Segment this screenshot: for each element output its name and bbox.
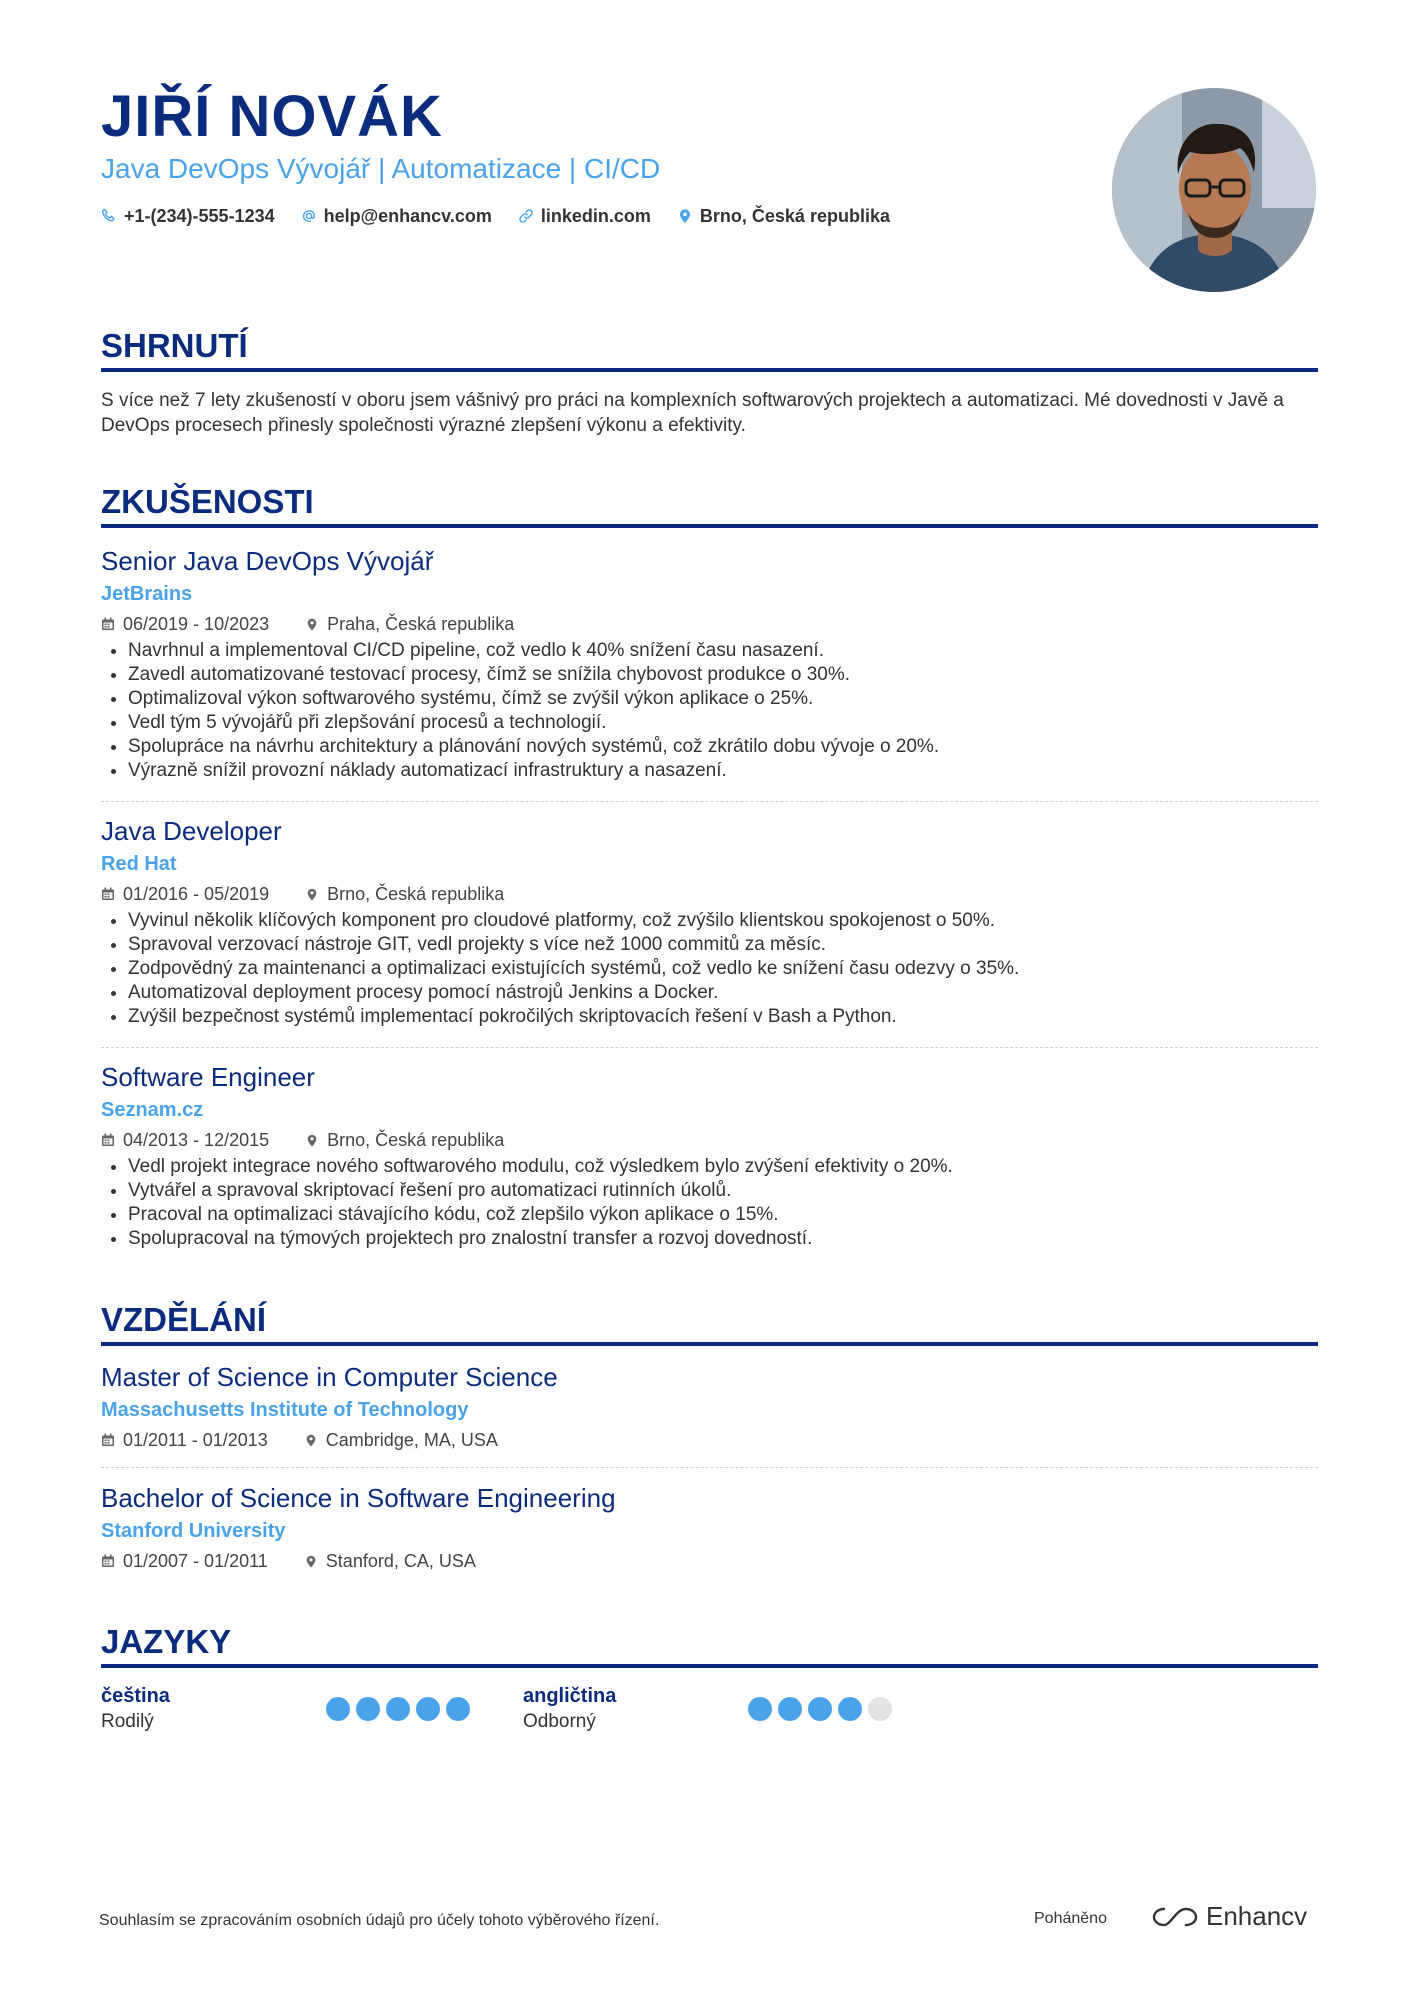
job-title: Senior Java DevOps Vývojář	[101, 546, 434, 576]
language-item	[101, 1683, 501, 1735]
calendar-icon	[101, 887, 115, 901]
divider	[101, 801, 1318, 802]
experience-item	[101, 814, 1318, 1029]
education-item	[101, 1360, 1318, 1453]
rating-dot-filled	[326, 1697, 350, 1721]
rating-dot-filled	[416, 1697, 440, 1721]
job-location: Brno, Česká republika	[327, 1130, 505, 1150]
job-meta	[101, 1127, 1318, 1153]
job-dates: 06/2019 - 10/2023	[123, 614, 270, 634]
enhancv-logo-icon	[1152, 1905, 1198, 1929]
link-icon	[518, 208, 534, 224]
contact-location	[677, 203, 890, 229]
calendar-icon	[101, 1133, 115, 1147]
calendar-icon	[101, 1433, 115, 1447]
bullet-item: • Výrazně snížil provozní náklady automatizací infrastruktury a nasazení.	[128, 759, 1318, 783]
education-item	[101, 1481, 1318, 1574]
rating-dot-filled	[386, 1697, 410, 1721]
rating-dot-filled	[838, 1697, 862, 1721]
job-bullets	[101, 909, 1318, 1029]
bullet-item: • Navrhnul a implementoval CI/CD pipeline, což vedlo k 40% snížení času nasazení.	[128, 639, 1318, 663]
languages-heading: JAZYKY	[101, 1622, 1318, 1668]
summary-text: S více než 7 lety zkušeností v oboru jsem vášnivý pro práci na komplexních softwarových projektech a automatizaci. Mé dovednosti v Javě a DevOps procesech přinesly společnosti výrazné zlepšení výkonu a efektivity.	[101, 390, 1284, 436]
divider	[101, 1467, 1318, 1468]
at-icon	[301, 208, 317, 224]
language-name: čeština	[101, 1685, 170, 1707]
education-location: Cambridge, MA, USA	[325, 1430, 498, 1450]
map-pin-icon	[305, 887, 319, 901]
bullet-item: • Zavedl automatizované testovací procesy, čímž se snížila chybovost produkce o 30%.	[128, 663, 1318, 687]
rating-dot-filled	[748, 1697, 772, 1721]
email-text: help@enhancv.com	[323, 206, 492, 226]
bullet-item: • Zvýšil bezpečnost systémů implementací pokročilých skriptovacích řešení v Bash a Python.	[128, 1005, 1318, 1029]
job-location: Brno, Česká republika	[327, 884, 505, 904]
bullet-item: • Automatizoval deployment procesy pomocí nástrojů Jenkins a Docker.	[128, 981, 1318, 1005]
company-name: Red Hat	[101, 853, 177, 875]
job-location: Praha, Česká republika	[327, 614, 515, 634]
contact-phone[interactable]	[101, 203, 275, 229]
bullet-item: • Optimalizoval výkon softwarového systému, čímž se zvýšil výkon aplikace o 25%.	[128, 687, 1318, 711]
candidate-title: Java DevOps Vývojář | Automatizace | CI/CD	[101, 153, 661, 184]
experience-item	[101, 544, 1318, 783]
education-meta	[101, 1548, 1318, 1574]
rating-dot-filled	[808, 1697, 832, 1721]
language-item	[523, 1683, 923, 1735]
bullet-item: • Vytvářel a spravoval skriptovací řešení pro automatizaci rutinních úkolů.	[128, 1179, 1318, 1203]
candidate-name: JIŘÍ NOVÁK	[101, 84, 443, 149]
contact-email[interactable]	[301, 203, 492, 229]
calendar-icon	[101, 617, 115, 631]
rating-dot-filled	[778, 1697, 802, 1721]
school-name: Stanford University	[101, 1520, 286, 1542]
rating-dot-filled	[446, 1697, 470, 1721]
map-pin-icon	[677, 208, 693, 224]
location-text: Brno, Česká republika	[699, 206, 890, 226]
avatar	[1112, 88, 1316, 292]
job-title: Software Engineer	[101, 1062, 315, 1092]
divider	[101, 1047, 1318, 1048]
education-dates: 01/2011 - 01/2013	[123, 1430, 268, 1450]
summary-heading: SHRNUTÍ	[101, 326, 1318, 372]
language-level: Rodilý	[101, 1711, 154, 1732]
company-name: JetBrains	[101, 583, 193, 605]
degree-title: Bachelor of Science in Software Engineering	[101, 1483, 616, 1513]
education-meta	[101, 1427, 1318, 1453]
consent-note: Souhlasím se zpracováním osobních údajů pro účely tohoto výběrového řízení.	[99, 1912, 660, 1929]
bullet-item: • Vyvinul několik klíčových komponent pro cloudové platformy, což zvýšilo klientskou spokojenost o 50%.	[128, 909, 1318, 933]
company-name: Seznam.cz	[101, 1099, 204, 1121]
language-name: angličtina	[523, 1685, 617, 1707]
map-pin-icon	[305, 617, 319, 631]
brand-name: Enhancv	[1206, 1901, 1308, 1931]
education-dates: 01/2007 - 01/2011	[123, 1551, 268, 1571]
job-bullets	[101, 1155, 1318, 1251]
language-level: Odborný	[523, 1711, 596, 1732]
degree-title: Master of Science in Computer Science	[101, 1362, 558, 1392]
map-pin-icon	[305, 1133, 319, 1147]
job-dates: 04/2013 - 12/2015	[123, 1130, 270, 1150]
rating-dot-empty	[868, 1697, 892, 1721]
profile-photo	[1112, 88, 1316, 292]
job-dates: 01/2016 - 05/2019	[123, 884, 270, 904]
bullet-item: • Vedl projekt integrace nového softwarového modulu, což výsledkem bylo zvýšení efektivity o 20%.	[128, 1155, 1318, 1179]
education-heading: VZDĚLÁNÍ	[101, 1300, 1318, 1346]
rating-dot-filled	[356, 1697, 380, 1721]
bullet-item: • Spolupráce na návrhu architektury a plánování nových systémů, což zkrátilo dobu vývoje o 20%.	[128, 735, 1318, 759]
language-rating	[748, 1697, 892, 1721]
bullet-item: • Pracoval na optimalizaci stávajícího kódu, což zlepšilo výkon aplikace o 15%.	[128, 1203, 1318, 1227]
powered-by-label: Poháněno	[1034, 1910, 1107, 1927]
school-name: Massachusetts Institute of Technology	[101, 1399, 469, 1421]
job-title: Java Developer	[101, 816, 282, 846]
enhancv-logo[interactable]	[1152, 1901, 1307, 1932]
bullet-item: • Spravoval verzovací nástroje GIT, vedl projekty s více než 1000 commitů za měsíc.	[128, 933, 1318, 957]
linkedin-text: linkedin.com	[540, 206, 651, 226]
education-location: Stanford, CA, USA	[325, 1551, 476, 1571]
map-pin-icon	[304, 1433, 318, 1447]
job-meta	[101, 611, 1318, 637]
bullet-item: • Vedl tým 5 vývojářů při zlepšování procesů a technologií.	[128, 711, 1318, 735]
calendar-icon	[101, 1554, 115, 1568]
contact-row	[101, 203, 890, 229]
job-meta	[101, 881, 1318, 907]
job-bullets	[101, 639, 1318, 783]
contact-linkedin[interactable]	[518, 203, 651, 229]
bullet-item: • Spolupracoval na týmových projektech pro znalostní transfer a rozvoj dovedností.	[128, 1227, 1318, 1251]
phone-text: +1-(234)-555-1234	[124, 206, 275, 226]
map-pin-icon	[304, 1554, 318, 1568]
phone-icon	[101, 208, 117, 224]
experience-heading: ZKUŠENOSTI	[101, 482, 1318, 528]
experience-item	[101, 1060, 1318, 1251]
language-rating	[326, 1697, 470, 1721]
bullet-item: • Zodpovědný za maintenanci a optimalizaci existujících systémů, což vedlo ke snížení času odezvy o 35%.	[128, 957, 1318, 981]
